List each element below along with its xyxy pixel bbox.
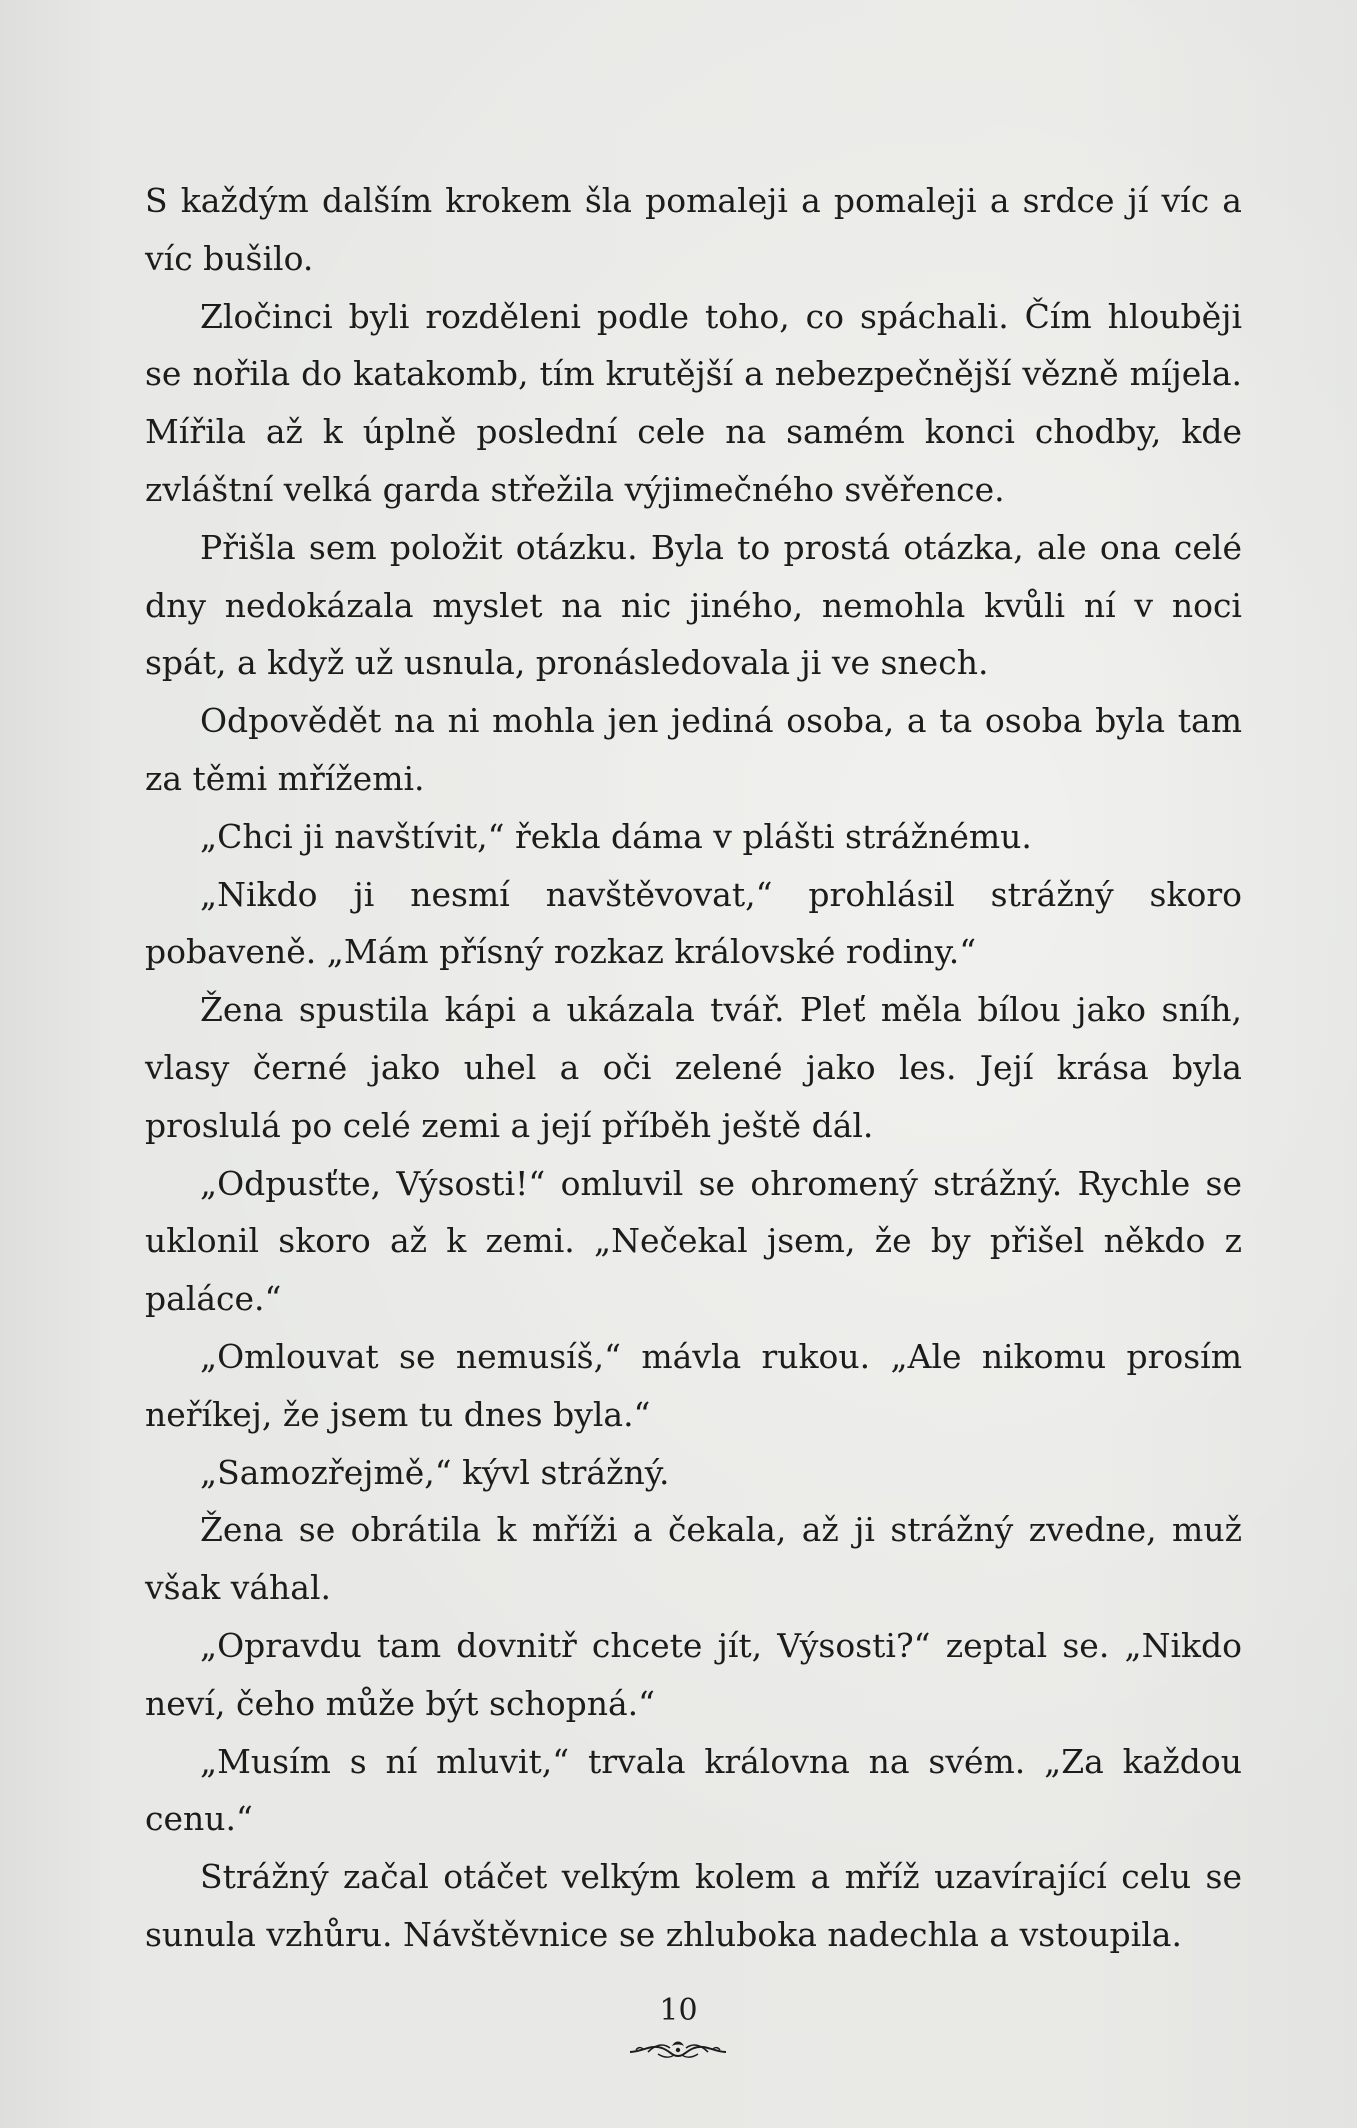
paragraph: „Odpusťte, Výsosti!“ omluvil se ohromený strážný. Rychle se uklonil skoro až k zemi. „Nečekal jsem, že by přišel někdo z paláce.“: [145, 1163, 1242, 1319]
paragraph: „Nikdo ji nesmí navštěvovat,“ prohlásil strážný skoro pobaveně. „Mám přísný rozkaz královské rodiny.“: [145, 874, 1242, 972]
paragraph: „Opravdu tam dovnitř chcete jít, Výsosti?“ zeptal se. „Nikdo neví, čeho může být schopná.“: [145, 1625, 1242, 1723]
body-text: [145, 172, 1242, 1964]
paragraph: Přišla sem položit otázku. Byla to prostá otázka, ale ona celé dny nedokázala myslet na nic jiného, nemohla kvůli ní v noci spát, a když už usnula, pronásledovala ji ve snech.: [145, 527, 1242, 683]
paragraph: Zločinci byli rozděleni podle toho, co spáchali. Čím hlouběji se nořila do katakomb, tím krutější a nebezpečnější vězně míjela. Mířila až k úplně poslední cele na samém konci chodby, kde zvláštní velká garda střežila výjimečného svěřence.: [145, 296, 1242, 509]
decorative-flourish-icon: [628, 2036, 728, 2062]
paragraph: S každým dalším krokem šla pomaleji a pomaleji a srdce jí víc a víc bušilo.: [145, 181, 1242, 278]
paragraph: „Musím s ní mluvit,“ trvala královna na svém. „Za každou cenu.“: [145, 1741, 1242, 1839]
paragraph: Žena spustila kápi a ukázala tvář. Pleť měla bílou jako sníh, vlasy černé jako uhel a oči zelené jako les. Její krása byla proslulá po celé zemi a její příběh ještě dál.: [145, 990, 1242, 1145]
paragraph: Odpovědět na ni mohla jen jediná osoba, a ta osoba byla tam za těmi mřížemi.: [145, 701, 1242, 798]
paragraph: „Omlouvat se nemusíš,“ mávla rukou. „Ale nikomu prosím neříkej, že jsem tu dnes byla.“: [145, 1336, 1242, 1434]
paragraph: „Samozřejmě,“ kývl strážný.: [200, 1452, 670, 1492]
paragraph: Strážný začal otáčet velkým kolem a mříž uzavírající celu se sunula vzhůru. Návštěvnice se zhluboka nadechla a vstoupila.: [145, 1857, 1242, 1954]
page-number: 10: [659, 1993, 698, 2028]
paragraph: Žena se obrátila k mříži a čekala, až ji strážný zvedne, muž však váhal.: [145, 1510, 1242, 1608]
paragraph: „Chci ji navštívit,“ řekla dáma v plášti strážnému.: [200, 816, 1032, 856]
